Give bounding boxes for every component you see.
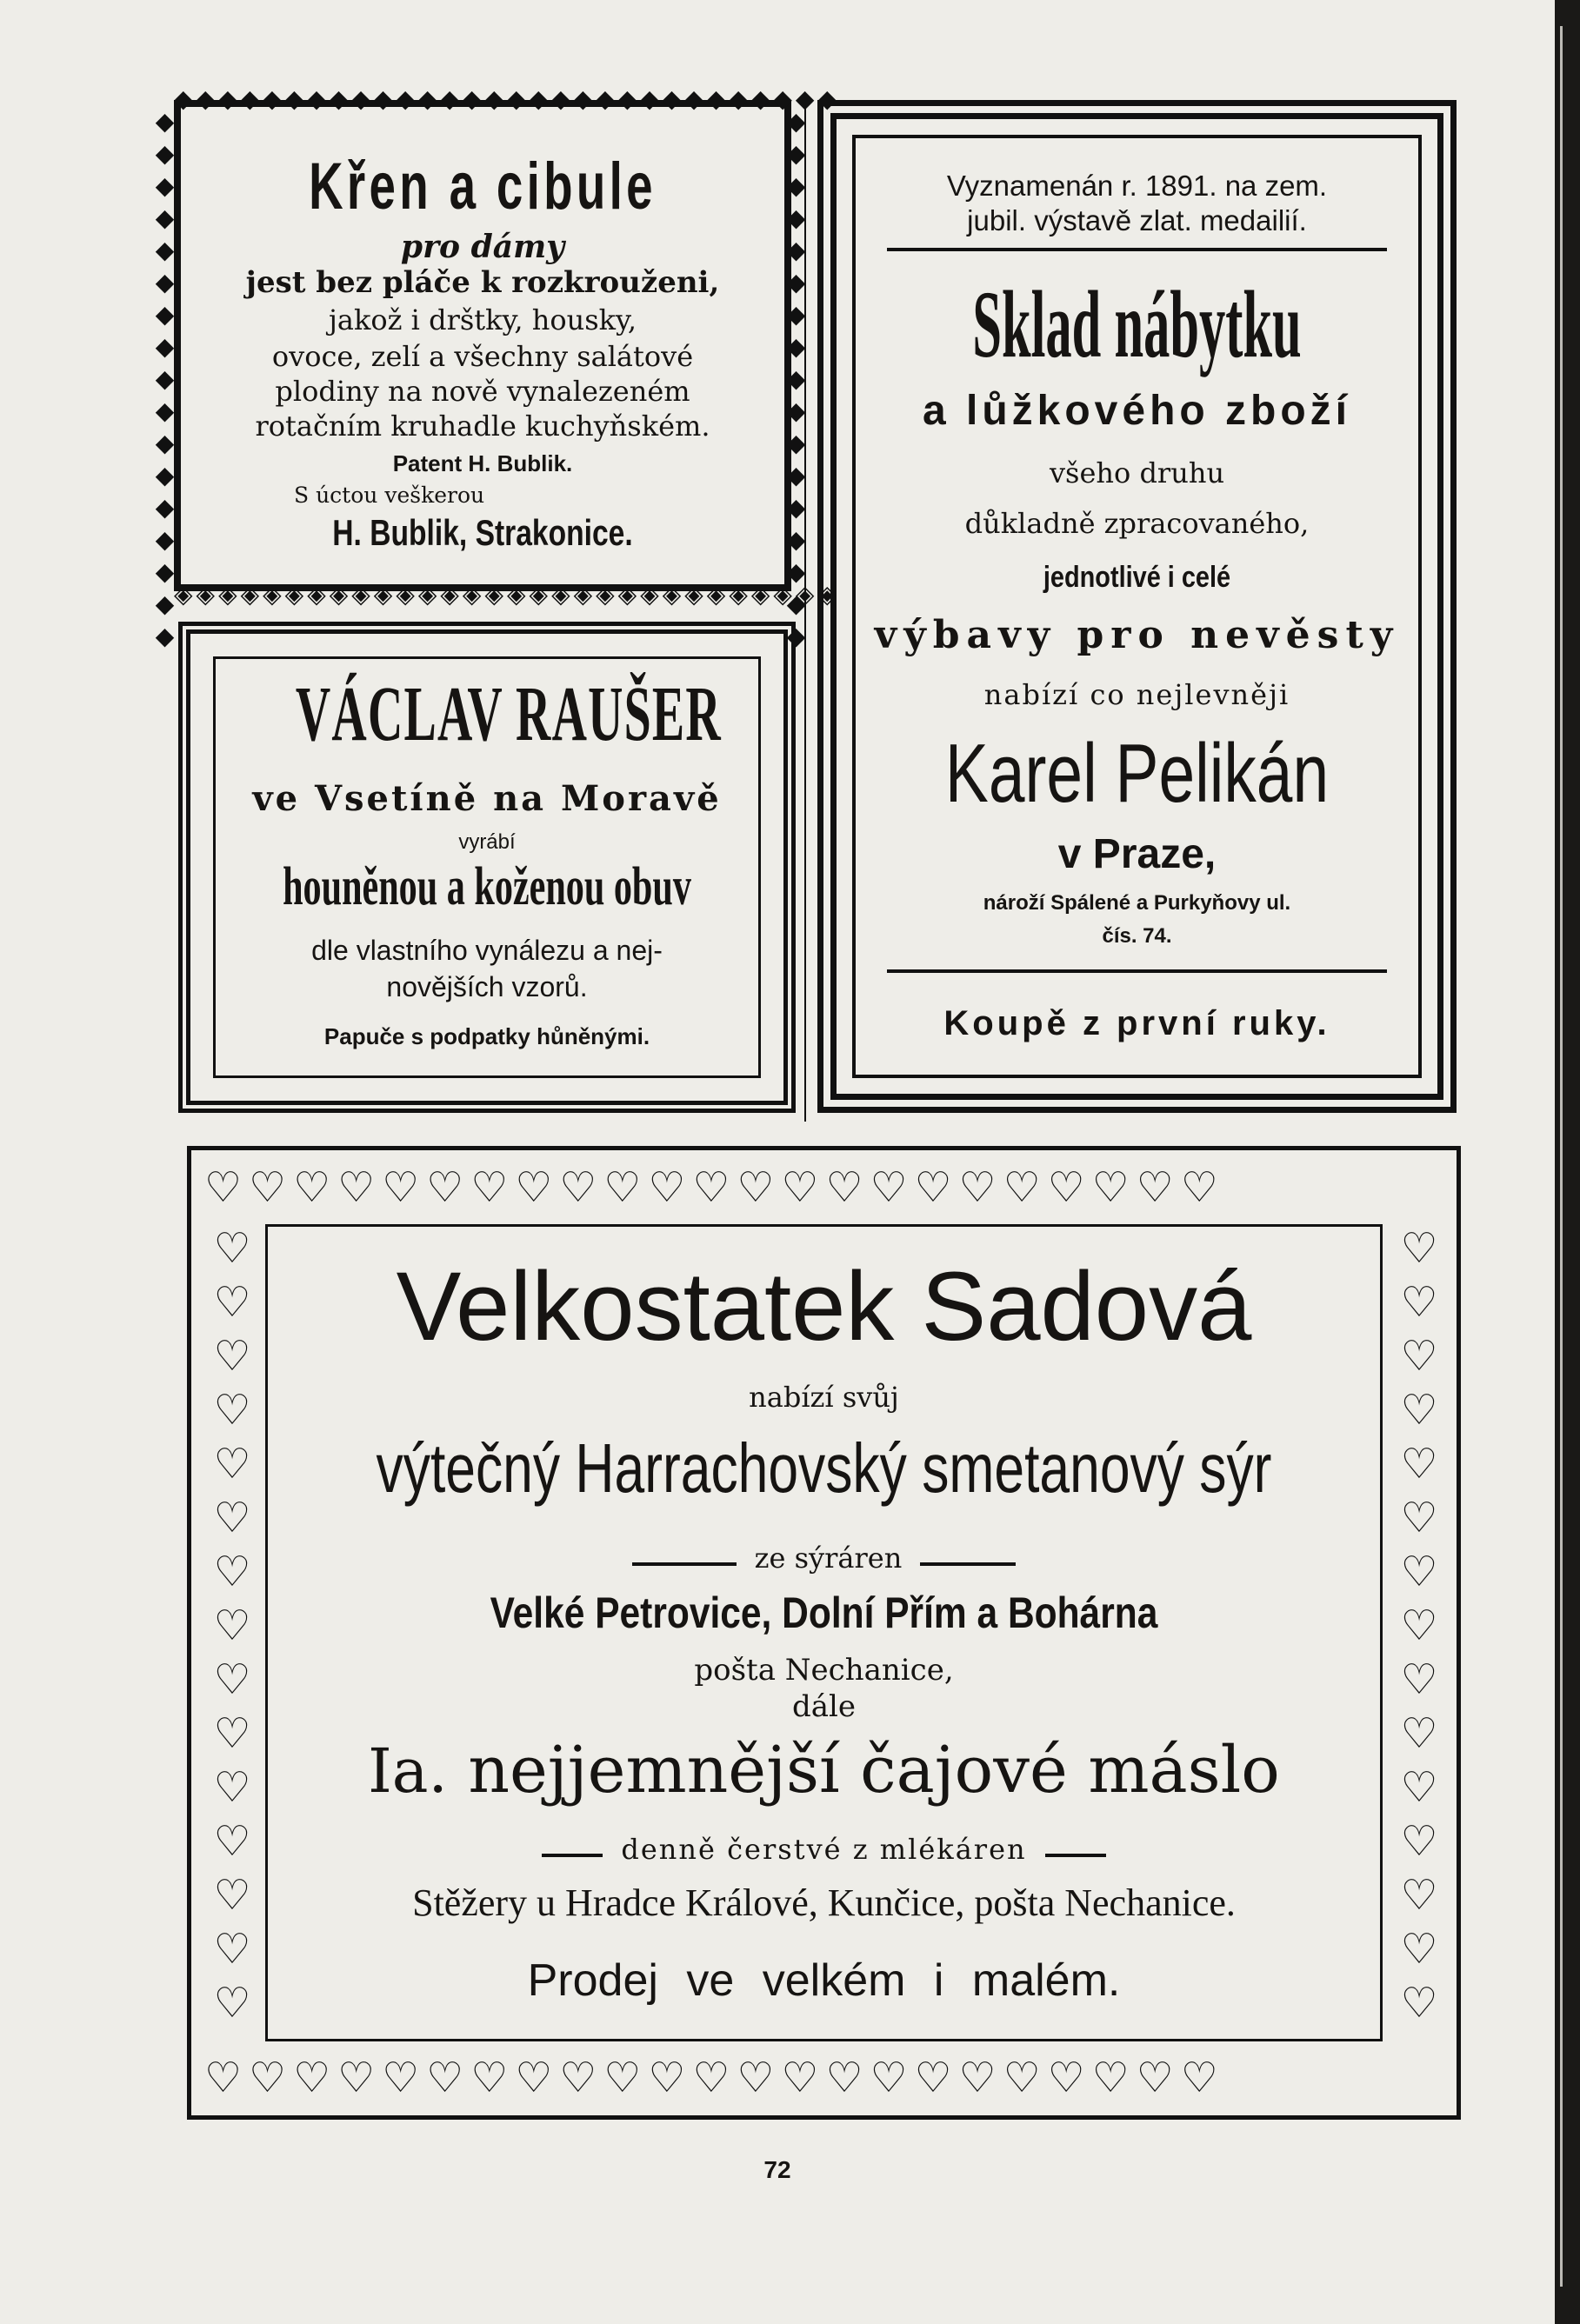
ad-headline: Křen a cibule xyxy=(309,150,657,223)
ad-name: Karel Pelikán xyxy=(944,727,1330,820)
ad-award: jubil. výstavě zlat. medailií. xyxy=(967,204,1307,236)
heart-ornament-left: ♡♡♡♡♡♡♡♡♡♡♡♡♡♡♡ xyxy=(208,1224,257,2033)
ad-address: čís. 74. xyxy=(1102,924,1172,948)
ad-grade: Ia. xyxy=(368,1735,448,1807)
ad-line: jednotlivé i celé xyxy=(1043,561,1231,594)
ad-headline: VÁCLAV RAUŠER xyxy=(295,671,722,757)
ad-makes: vyrábí xyxy=(458,830,516,854)
ad-line: jest bez pláče k rozkrouženi, xyxy=(245,265,720,300)
ad-city: v Praze, xyxy=(1057,831,1217,877)
ad-vaclav-rauser xyxy=(178,622,796,1113)
ad-desc: novějších vzorů. xyxy=(386,971,588,1002)
rule xyxy=(920,1562,1016,1566)
ad-footer: Papuče s podpatky hůněnými. xyxy=(323,1023,650,1049)
scan-edge xyxy=(1555,0,1580,2324)
ad-desc: dle vlastního vynálezu a nej- xyxy=(311,935,663,966)
ad-kren-a-cibule xyxy=(150,84,840,654)
ornament-left-border: ◆◆◆◆◆◆◆◆◆◆◆◆◆◆◆◆◆ xyxy=(150,107,179,654)
ad-further: dále xyxy=(791,1689,857,1724)
rule xyxy=(632,1562,737,1566)
ad-patent: Patent H. Bublik. xyxy=(392,450,573,476)
ad-line: výbavy pro nevěsty xyxy=(874,613,1400,657)
ad-from: ze sýráren xyxy=(754,1542,903,1575)
ornament-right-border: ◆◆◆◆◆◆◆◆◆◆◆◆◆◆◆◆◆ xyxy=(782,107,810,654)
ad-karel-pelikan xyxy=(817,100,1457,1113)
ad-velkostatek-sadova xyxy=(187,1146,1461,2120)
from-row xyxy=(187,1542,1461,1575)
ad-line: všeho druhu xyxy=(1049,456,1225,489)
rule xyxy=(542,1854,603,1857)
rule xyxy=(887,969,1387,973)
ad-line: důkladně zpracovaného, xyxy=(964,507,1310,540)
ad-product: houněnou a koženou obuv xyxy=(283,857,691,916)
ad-location: ve Vsetíně na Moravě xyxy=(252,778,722,819)
ornament-bottom-border: ◈◈◈◈◈◈◈◈◈◈◈◈◈◈◈◈◈◈◈◈◈◈◈◈◈◈◈◈◈◈ xyxy=(174,580,840,609)
ad-subtitle: a lůžkového zboží xyxy=(922,388,1352,434)
ad-offers: nabízí svůj xyxy=(749,1381,899,1414)
ad-headline: Sklad nábytku xyxy=(972,271,1302,377)
ad-line: ovoce, zelí a všechny salátové xyxy=(271,340,694,373)
rule xyxy=(1045,1854,1106,1857)
rule xyxy=(887,248,1387,251)
butter-row xyxy=(187,1733,1461,1808)
ad-product: výtečný Harrachovský smetanový sýr xyxy=(376,1429,1272,1507)
ad-line: nabízí co nejlevněji xyxy=(983,678,1290,711)
ad-signature: H. Bublik, Strakonice. xyxy=(332,512,633,553)
ad-footer: Koupě z první ruky. xyxy=(943,1004,1330,1042)
page-number: 72 xyxy=(763,2156,791,2183)
ad-line: plodiny na nově vynalezeném xyxy=(275,375,690,408)
ad-respect: S úctou veškerou xyxy=(294,483,485,508)
daily-row xyxy=(187,1833,1461,1866)
ad-places: Velké Petrovice, Dolní Přím a Bohárna xyxy=(490,1588,1158,1637)
heart-ornament-right: ♡♡♡♡♡♡♡♡♡♡♡♡♡♡♡ xyxy=(1395,1224,1443,2033)
ad-daily: denně čerstvé z mlékáren xyxy=(621,1833,1027,1866)
ad-subhead: pro dámy xyxy=(400,229,565,265)
ad-line: rotačním kruhadle kuchyňském. xyxy=(255,410,710,443)
heart-ornament-top: ♡♡♡♡♡♡♡♡♡♡♡♡♡♡♡♡♡♡♡♡♡♡♡ xyxy=(204,1163,1225,1212)
ad-sale: Prodej ve velkém i malém. xyxy=(527,1955,1121,2006)
ad-butter: nejjemnější čajové máslo xyxy=(468,1733,1280,1808)
ad-post: pošta Nechanice, xyxy=(694,1653,954,1688)
ad-line: jakož i drštky, housky, xyxy=(328,303,637,336)
ad-dairies: Stěžery u Hradce Králové, Kunčice, pošta Nechanice. xyxy=(412,1881,1236,1924)
ad-award: Vyznamenán r. 1891. na zem. xyxy=(946,170,1328,202)
ornament-top-border: ◆◆◆◆◆◆◆◆◆◆◆◆◆◆◆◆◆◆◆◆◆◆◆◆◆◆◆◆◆◆ xyxy=(174,84,840,113)
ad-headline: Velkostatek Sadová xyxy=(396,1252,1252,1361)
heart-ornament-bottom: ♡♡♡♡♡♡♡♡♡♡♡♡♡♡♡♡♡♡♡♡♡♡♡ xyxy=(204,2054,1225,2102)
ad-address: nároží Spálené a Purkyňovy ul. xyxy=(983,891,1291,915)
